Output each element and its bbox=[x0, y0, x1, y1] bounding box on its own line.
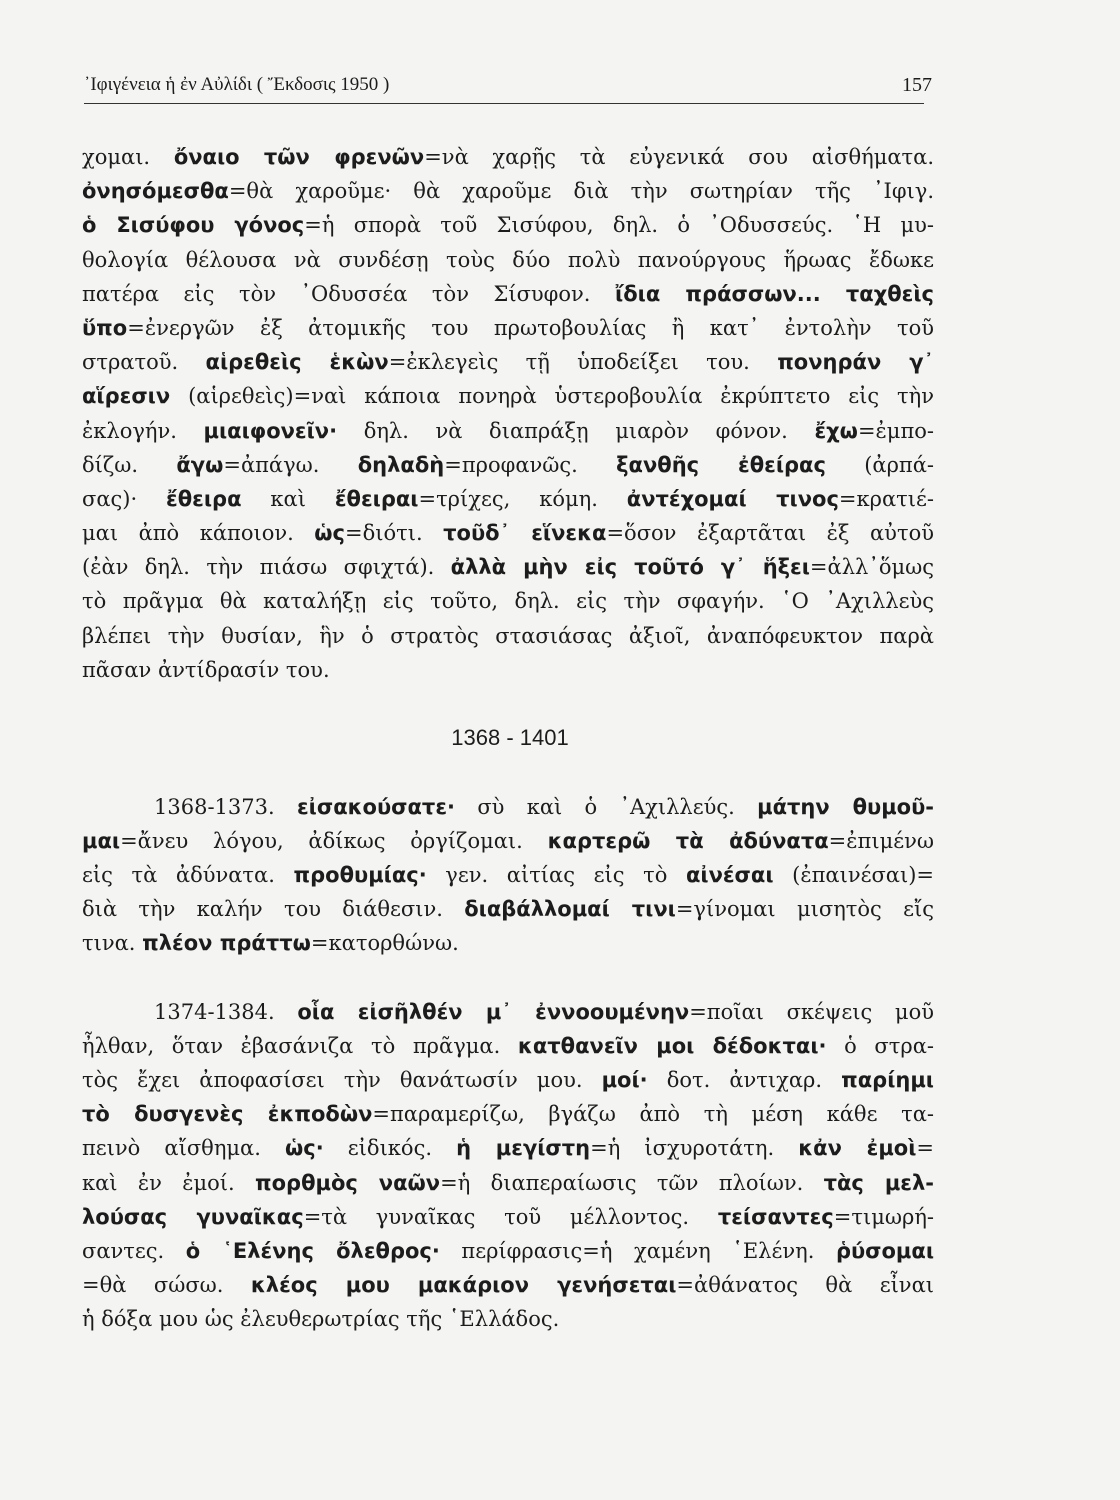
gloss-text: πατέρα εἰς τὸν ᾿Οδυσσέα τὸν Σίσυφον. bbox=[82, 281, 616, 306]
lemma-term: ἔθειρα bbox=[166, 486, 242, 511]
lemma-term: κλέος μου μακάριον γενήσεται bbox=[250, 1273, 677, 1298]
gloss-text: =διότι. bbox=[345, 521, 444, 546]
lemma-term: τείσαντες bbox=[717, 1204, 834, 1229]
lemma-term: πλέον πράττω bbox=[142, 931, 311, 956]
gloss-text: δοτ. ἀντιχαρ. bbox=[647, 1068, 842, 1093]
gloss-text: (ἐὰν δηλ. τὴν πιάσω σφιχτά). bbox=[82, 555, 451, 580]
text-line bbox=[82, 926, 934, 960]
page-header bbox=[84, 70, 932, 104]
gloss-text: γεν. αἰτίας εἰς τὸ bbox=[426, 862, 686, 887]
lemma-term: ὄναιο τῶν φρενῶν bbox=[173, 145, 425, 169]
gloss-text: =ἡ σπορὰ τοῦ Σισύφου, δηλ. ὁ ᾿Οδυσσεύς. ῾Η μυ- bbox=[304, 213, 934, 238]
gloss-text: =θὰ χαροῦμε· θὰ χαροῦμε διὰ τὴν σωτηρίαν τῆς ᾿Ιφιγ. bbox=[228, 179, 934, 204]
lemma-term: τὰς μελ- bbox=[823, 1170, 934, 1195]
lemma-term: προθυμίας· bbox=[293, 862, 427, 887]
gloss-text: = bbox=[916, 1136, 934, 1161]
text-line bbox=[82, 1029, 934, 1063]
page-number: 157 bbox=[902, 74, 932, 96]
lemma-term: ἔθειραι bbox=[334, 486, 419, 511]
lemma-term: αἱρεθεὶς ἑκὼν bbox=[205, 350, 389, 375]
text-line bbox=[82, 584, 934, 618]
text-line bbox=[82, 516, 934, 550]
gloss-text: πᾶσαν ἀντίδρασίν του. bbox=[82, 657, 330, 682]
lemma-term: οἷα εἰσῆλθέν μ᾿ ἐννοουμένην bbox=[297, 999, 690, 1024]
text-line bbox=[82, 1166, 934, 1200]
text-line bbox=[82, 277, 934, 311]
gloss-text: =τὰ γυναῖκας τοῦ μέλλοντος. bbox=[303, 1204, 718, 1229]
gloss-text: εἰς τὰ ἀδύνατα. bbox=[82, 862, 294, 887]
header-rule bbox=[84, 103, 924, 104]
lemma-term: ὡς bbox=[314, 521, 345, 546]
gloss-text: =θὰ σώσω. bbox=[82, 1273, 251, 1298]
gloss-text: =ἄνευ λόγου, ἀδίκως ὀργίζομαι. bbox=[120, 828, 548, 853]
text-line bbox=[82, 995, 934, 1029]
lemma-term: μάτην θυμοῦ- bbox=[757, 794, 934, 819]
lemma-term: αἵρεσιν bbox=[82, 384, 171, 409]
gloss-text: =ἐμπο- bbox=[857, 418, 934, 443]
gloss-text: δίζω. bbox=[82, 452, 177, 477]
gloss-text: χομαι. bbox=[82, 145, 174, 169]
text-line bbox=[82, 1234, 934, 1268]
text-line bbox=[82, 790, 934, 824]
text-line bbox=[82, 140, 934, 174]
gloss-text: μαι ἀπὸ κάποιον. bbox=[82, 521, 315, 546]
gloss-text: διὰ τὴν καλήν του διάθεσιν. bbox=[82, 897, 465, 922]
gloss-text: =ἐπιμένω bbox=[828, 828, 934, 853]
gloss-text: =γίνομαι μισητὸς εἴς bbox=[675, 897, 934, 922]
lemma-term: ἄγω bbox=[176, 452, 224, 477]
lemma-term: ἴδια πράσσων... ταχθεὶς bbox=[615, 281, 934, 306]
text-line bbox=[82, 208, 934, 242]
spacer bbox=[82, 755, 934, 789]
lemma-term: τοῦδ᾿ εἵνεκα bbox=[443, 521, 607, 546]
lemma-term: διαβάλλομαί τινι bbox=[464, 897, 676, 922]
spacer bbox=[82, 961, 934, 995]
gloss-text: καὶ ἐν ἐμοί. bbox=[82, 1170, 256, 1195]
text-line bbox=[82, 1200, 934, 1234]
gloss-text: =ἡ διαπεραίωσις τῶν πλοίων. bbox=[440, 1170, 824, 1195]
text-line bbox=[82, 619, 934, 653]
page-body bbox=[82, 140, 934, 1337]
gloss-text: εἰδικός. bbox=[323, 1136, 457, 1161]
gloss-text: σαντες. bbox=[82, 1239, 186, 1263]
gloss-text: σὺ καὶ ὁ ᾿Αχιλλεύς. bbox=[455, 794, 758, 819]
gloss-text: =παραμερίζω, βγάζω ἀπὸ τὴ μέση κάθε τα- bbox=[372, 1102, 934, 1127]
lemma-term: ξανθῆς ἐθείρας bbox=[616, 452, 826, 477]
lemma-term: ὁ ῾Ελένης ὄλεθρος· bbox=[185, 1239, 440, 1263]
lemma-term: ἀντέχομαί τινος bbox=[626, 486, 839, 511]
gloss-text: περίφρασις=ἡ χαμένη ῾Ελένη. bbox=[439, 1239, 836, 1263]
commentary-block-2 bbox=[82, 790, 934, 961]
gloss-text: (ἀρπά- bbox=[825, 452, 934, 477]
section-heading: 1368 - 1401 bbox=[451, 725, 569, 751]
lemma-term: αἰνέσαι bbox=[685, 862, 774, 887]
gloss-text: στρατοῦ. bbox=[82, 350, 206, 375]
gloss-text: =τρίχες, κόμη. bbox=[418, 486, 627, 511]
gloss-text: τινα. bbox=[82, 931, 143, 956]
text-line bbox=[82, 311, 934, 345]
gloss-text: =τιμωρή- bbox=[833, 1204, 934, 1229]
lemma-term: λούσας γυναῖκας bbox=[82, 1204, 304, 1229]
gloss-text: =ποῖαι σκέψεις μοῦ bbox=[689, 999, 934, 1024]
gloss-text: 1368-1373. bbox=[154, 794, 297, 819]
gloss-text: τὸς ἔχει ἀποφασίσει τὴν θανάτωσίν μου. bbox=[82, 1068, 602, 1093]
text-line bbox=[82, 824, 934, 858]
text-line bbox=[82, 1131, 934, 1165]
lemma-term: ὕπο bbox=[82, 315, 128, 340]
gloss-text: =ἀλλ᾿ὅμως bbox=[809, 555, 934, 580]
lemma-term: κατθανεῖν μοι δέδοκται· bbox=[517, 1033, 827, 1058]
lemma-term: ὁ Σισύφου γόνος bbox=[82, 213, 305, 238]
lemma-term: παρίημι bbox=[841, 1068, 934, 1093]
gloss-text: πεινὸ αἴσθημα. bbox=[82, 1136, 286, 1161]
text-line bbox=[82, 1268, 934, 1302]
lemma-term: ἔχω bbox=[814, 418, 858, 443]
gloss-text: =ἐνεργῶν ἐξ ἀτομικῆς του πρωτοβουλίας ἢ κατ᾿ ἐντολὴν τοῦ bbox=[127, 315, 934, 340]
lemma-term: ὡς· bbox=[285, 1136, 324, 1161]
lemma-term: πορθμὸς ναῶν bbox=[255, 1170, 441, 1195]
lemma-term: ῥύσομαι bbox=[835, 1239, 934, 1263]
gloss-text: ἦλθαν, ὅταν ἐβασάνιζα τὸ πρᾶγμα. bbox=[82, 1033, 518, 1058]
lemma-term: μαι bbox=[82, 828, 121, 853]
gloss-text: =προφανῶς. bbox=[444, 452, 617, 477]
gloss-text: =ἡ ἰσχυροτάτη. bbox=[590, 1136, 799, 1161]
gloss-text: (ἐπαινέσαι)= bbox=[773, 862, 934, 887]
commentary-block-1 bbox=[82, 140, 934, 687]
gloss-text: σας)· bbox=[82, 486, 167, 511]
text-line bbox=[82, 858, 934, 892]
gloss-text: =κρατιέ- bbox=[838, 486, 934, 511]
lemma-term: μοί· bbox=[601, 1068, 648, 1093]
text-line bbox=[82, 345, 934, 379]
text-line bbox=[82, 892, 934, 926]
lemma-term: δηλαδὴ bbox=[357, 452, 445, 477]
gloss-text: 1374-1384. bbox=[154, 999, 298, 1024]
gloss-text: ἐκλογήν. bbox=[82, 418, 204, 443]
gloss-text: =ἀπάγω. bbox=[223, 452, 358, 477]
gloss-text: =κατορθώνω. bbox=[310, 931, 459, 956]
gloss-text: καὶ bbox=[241, 486, 335, 511]
gloss-text: θολογία θέλουσα νὰ συνδέσῃ τοὺς δύο πολὺ πανούργους ἥρωας ἔδωκε bbox=[82, 247, 934, 272]
lemma-term: εἰσακούσατε· bbox=[296, 794, 456, 819]
commentary-block-3 bbox=[82, 995, 934, 1337]
lemma-term: πονηράν γ᾿ bbox=[777, 350, 934, 375]
gloss-text: =ἀθάνατος θὰ εἶναι bbox=[676, 1273, 934, 1298]
text-line bbox=[82, 653, 934, 687]
gloss-text: =ὅσον ἐξαρτᾶται ἐξ αὐτοῦ bbox=[606, 521, 934, 546]
text-line bbox=[82, 482, 934, 516]
gloss-text: ὁ στρα- bbox=[826, 1033, 934, 1058]
lemma-term: μιαιφονεῖν· bbox=[203, 418, 338, 443]
section-heading-row bbox=[82, 721, 934, 755]
lemma-term: τὸ δυσγενὲς ἐκποδὼν bbox=[82, 1102, 373, 1127]
running-title: ᾿Ιφιγένεια ἡ ἐν Αὐλίδι ( Ἔκδοσις 1950 ) bbox=[84, 74, 390, 95]
text-line bbox=[82, 1302, 934, 1336]
text-line bbox=[82, 1063, 934, 1097]
gloss-text: τὸ πρᾶγμα θὰ καταλήξῃ εἰς τοῦτο, δηλ. εἰς τὴν σφαγήν. ῾Ο ᾿Αχιλλεὺς bbox=[82, 589, 934, 614]
text-line bbox=[82, 414, 934, 448]
gloss-text: δηλ. νὰ διαπράξῃ μιαρὸν φόνον. bbox=[337, 418, 815, 443]
lemma-term: κἀν ἐμοὶ bbox=[798, 1136, 917, 1161]
text-line bbox=[82, 243, 934, 277]
gloss-text: =νὰ χαρῇς τὰ εὐγενικά σου αἰσθήματα. bbox=[424, 145, 934, 169]
gloss-text: =ἐκλεγεὶς τῇ ὑποδείξει του. bbox=[388, 350, 778, 375]
lemma-term: ἡ μεγίστη bbox=[456, 1136, 591, 1161]
gloss-text: ἡ δόξα μου ὡς ἐλευθερωτρίας τῆς ῾Ελλάδος. bbox=[82, 1307, 560, 1332]
gloss-text: βλέπει τὴν θυσίαν, ἣν ὁ στρατὸς στασιάσας ἀξιοῖ, ἀναπόφευκτον παρὰ bbox=[82, 623, 934, 648]
text-line bbox=[82, 379, 934, 413]
spacer bbox=[82, 687, 934, 721]
lemma-term: ἀλλὰ μὴν εἰς τοῦτό γ᾿ ἥξει bbox=[450, 555, 810, 580]
lemma-term: ὀνησόμεσθα bbox=[82, 179, 229, 204]
text-line bbox=[82, 174, 934, 208]
text-line bbox=[82, 448, 934, 482]
lemma-term: καρτερῶ τὰ ἀδύνατα bbox=[547, 828, 829, 853]
text-line bbox=[82, 1097, 934, 1131]
gloss-text: (αἱρεθεὶς)=ναὶ κάποια πονηρὰ ὑστεροβουλία ἐκρύπτετο εἰς τὴν bbox=[170, 384, 934, 409]
text-line bbox=[82, 550, 934, 584]
